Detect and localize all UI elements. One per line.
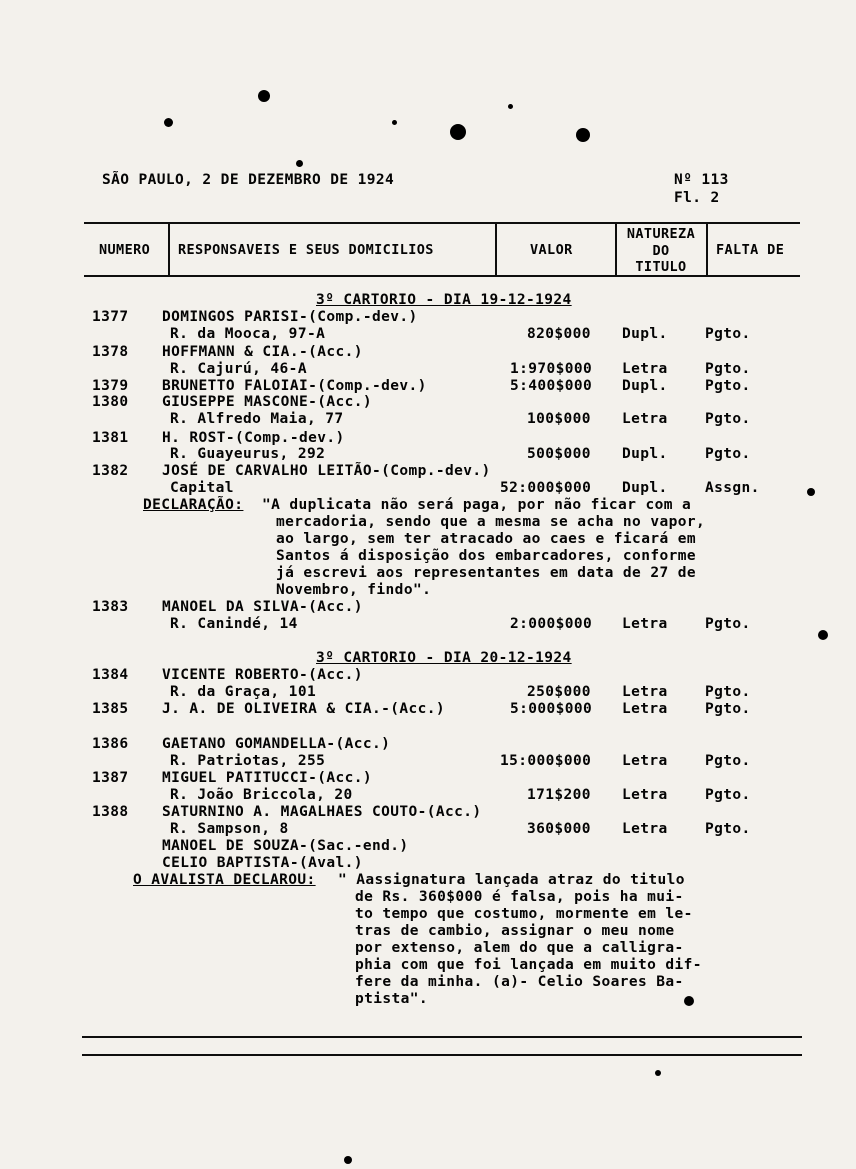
declaration-line: Santos á disposição dos embarcadores, conforme — [276, 548, 696, 564]
ink-spot — [684, 996, 694, 1006]
row-reason: Pgto. — [705, 326, 751, 342]
ink-spot — [818, 630, 828, 640]
ink-spot — [392, 120, 397, 125]
row-number: 1378 — [92, 344, 129, 360]
row-number: 1381 — [92, 430, 129, 446]
row-name: VICENTE ROBERTO-(Acc.) — [162, 667, 363, 683]
table-top-rule — [84, 222, 800, 224]
column-divider — [706, 222, 708, 277]
ink-spot — [258, 90, 270, 102]
row-type: Letra — [622, 411, 668, 427]
row-name: DOMINGOS PARISI-(Comp.-dev.) — [162, 309, 418, 325]
row-type: Letra — [622, 787, 668, 803]
avalista-line: fere da minha. (a)- Celio Soares Ba- — [355, 974, 684, 990]
table-header-rule — [84, 275, 800, 277]
row-name: GAETANO GOMANDELLA-(Acc.) — [162, 736, 391, 752]
row-address: Capital — [170, 480, 234, 496]
row-value: 171$200 — [527, 787, 591, 803]
row-address: R. da Mooca, 97-A — [170, 326, 326, 342]
row-reason: Pgto. — [705, 411, 751, 427]
row-value: 250$000 — [527, 684, 591, 700]
avalista-line: " Aassignatura lançada atraz do titulo — [338, 872, 685, 888]
row-name: GIUSEPPE MASCONE-(Acc.) — [162, 394, 372, 410]
avalista-line: phia com que foi lançada em muito dif- — [355, 957, 702, 973]
row-address: R. da Graça, 101 — [170, 684, 317, 700]
avalista-line: ptista". — [355, 991, 429, 1007]
ink-spot — [807, 488, 815, 496]
declaration-line: já escrevi aos representantes em data de 27 de — [276, 565, 696, 581]
row-type: Letra — [622, 701, 668, 717]
column-header-falta: FALTA DE — [716, 242, 785, 258]
row-type: Dupl. — [622, 326, 668, 342]
row-number: 1387 — [92, 770, 129, 786]
row-address: R. Canindé, 14 — [170, 616, 298, 632]
guarantor-name: CELIO BAPTISTA-(Aval.) — [162, 855, 363, 871]
column-header-numero: NUMERO — [99, 242, 151, 258]
row-number: 1388 — [92, 804, 129, 820]
row-reason: Assgn. — [705, 480, 760, 496]
row-name: MANOEL DA SILVA-(Acc.) — [162, 599, 363, 615]
ink-spot — [576, 128, 590, 142]
row-number: 1384 — [92, 667, 129, 683]
ink-spot — [296, 160, 303, 167]
row-name: SATURNINO A. MAGALHAES COUTO-(Acc.) — [162, 804, 482, 820]
ink-spot — [450, 124, 466, 140]
row-reason: Pgto. — [705, 684, 751, 700]
avalista-label: O AVALISTA DECLAROU: — [133, 872, 316, 888]
ink-spot — [164, 118, 173, 127]
row-address: R. Guayeurus, 292 — [170, 446, 326, 462]
row-reason: Pgto. — [705, 701, 751, 717]
row-type: Dupl. — [622, 480, 668, 496]
row-reason: Pgto. — [705, 787, 751, 803]
row-reason: Pgto. — [705, 378, 751, 394]
declaration-line: mercadoria, sendo que a mesma se acha no vapor, — [276, 514, 706, 530]
row-type: Letra — [622, 753, 668, 769]
bottom-rule — [82, 1054, 802, 1056]
avalista-line: de Rs. 360$000 é falsa, pois ha mui- — [355, 889, 684, 905]
city-date: SÃO PAULO, 2 DE DEZEMBRO DE 1924 — [102, 172, 395, 188]
row-value: 360$000 — [527, 821, 591, 837]
row-number: 1385 — [92, 701, 129, 717]
row-type: Letra — [622, 616, 668, 632]
row-type: Letra — [622, 684, 668, 700]
row-number: 1377 — [92, 309, 129, 325]
row-reason: Pgto. — [705, 446, 751, 462]
column-header-natureza: NATUREZA — [626, 226, 696, 242]
bottom-rule — [82, 1036, 802, 1038]
row-address: R. Patriotas, 255 — [170, 753, 326, 769]
section-heading: 3º CARTORIO - DIA 19-12-1924 — [316, 292, 572, 308]
row-name: J. A. DE OLIVEIRA & CIA.-(Acc.) — [162, 701, 446, 717]
avalista-line: to tempo que costumo, mormente em le- — [355, 906, 693, 922]
avalista-line: por extenso, alem do que a calligra- — [355, 940, 684, 956]
declaration-line: "A duplicata não será paga, por não ficar com a — [262, 497, 692, 513]
row-address: R. João Briccola, 20 — [170, 787, 353, 803]
row-value: 500$000 — [527, 446, 591, 462]
section-heading: 3º CARTORIO - DIA 20-12-1924 — [316, 650, 572, 666]
row-number: 1383 — [92, 599, 129, 615]
row-number: 1386 — [92, 736, 129, 752]
row-name: BRUNETTO FALOIAI-(Comp.-dev.) — [162, 378, 427, 394]
row-value: 2:000$000 — [510, 616, 593, 632]
row-value: 5:000$000 — [510, 701, 593, 717]
document-number: Nº 113 — [674, 172, 729, 188]
row-value: 5:400$000 — [510, 378, 593, 394]
column-divider — [495, 222, 497, 277]
row-number: 1380 — [92, 394, 129, 410]
sheet-number: Fl. 2 — [674, 190, 720, 206]
declaration-label: DECLARAÇÃO: — [143, 497, 244, 513]
ink-spot — [344, 1156, 352, 1164]
column-header-titulo: TITULO — [635, 259, 687, 275]
row-address: R. Cajurú, 46-A — [170, 361, 307, 377]
row-type: Dupl. — [622, 378, 668, 394]
row-number: 1382 — [92, 463, 129, 479]
row-name: MIGUEL PATITUCCI-(Acc.) — [162, 770, 372, 786]
ink-spot — [655, 1070, 661, 1076]
declaration-line: ao largo, sem ter atracado ao caes e ficará em — [276, 531, 696, 547]
row-reason: Pgto. — [705, 361, 751, 377]
row-reason: Pgto. — [705, 821, 751, 837]
column-header-responsaveis: RESPONSAVEIS E SEUS DOMICILIOS — [178, 242, 434, 258]
avalista-line: tras de cambio, assignar o meu nome — [355, 923, 675, 939]
row-name: HOFFMANN & CIA.-(Acc.) — [162, 344, 363, 360]
row-type: Letra — [622, 821, 668, 837]
row-number: 1379 — [92, 378, 129, 394]
column-header-valor: VALOR — [530, 242, 573, 258]
row-value: 100$000 — [527, 411, 591, 427]
row-value: 15:000$000 — [500, 753, 592, 769]
row-name: H. ROST-(Comp.-dev.) — [162, 430, 345, 446]
row-reason: Pgto. — [705, 616, 751, 632]
endorser-name: MANOEL DE SOUZA-(Sac.-end.) — [162, 838, 409, 854]
row-reason: Pgto. — [705, 753, 751, 769]
row-address: R. Alfredo Maia, 77 — [170, 411, 344, 427]
row-address: R. Sampson, 8 — [170, 821, 289, 837]
column-divider — [168, 222, 170, 277]
row-value: 820$000 — [527, 326, 591, 342]
column-header-do: DO — [652, 243, 670, 259]
row-type: Letra — [622, 361, 668, 377]
ink-spot — [508, 104, 513, 109]
row-value: 1:970$000 — [510, 361, 593, 377]
row-name: JOSÉ DE CARVALHO LEITÃO-(Comp.-dev.) — [162, 463, 491, 479]
declaration-line: Novembro, findo". — [276, 582, 432, 598]
row-value: 52:000$000 — [500, 480, 592, 496]
row-type: Dupl. — [622, 446, 668, 462]
